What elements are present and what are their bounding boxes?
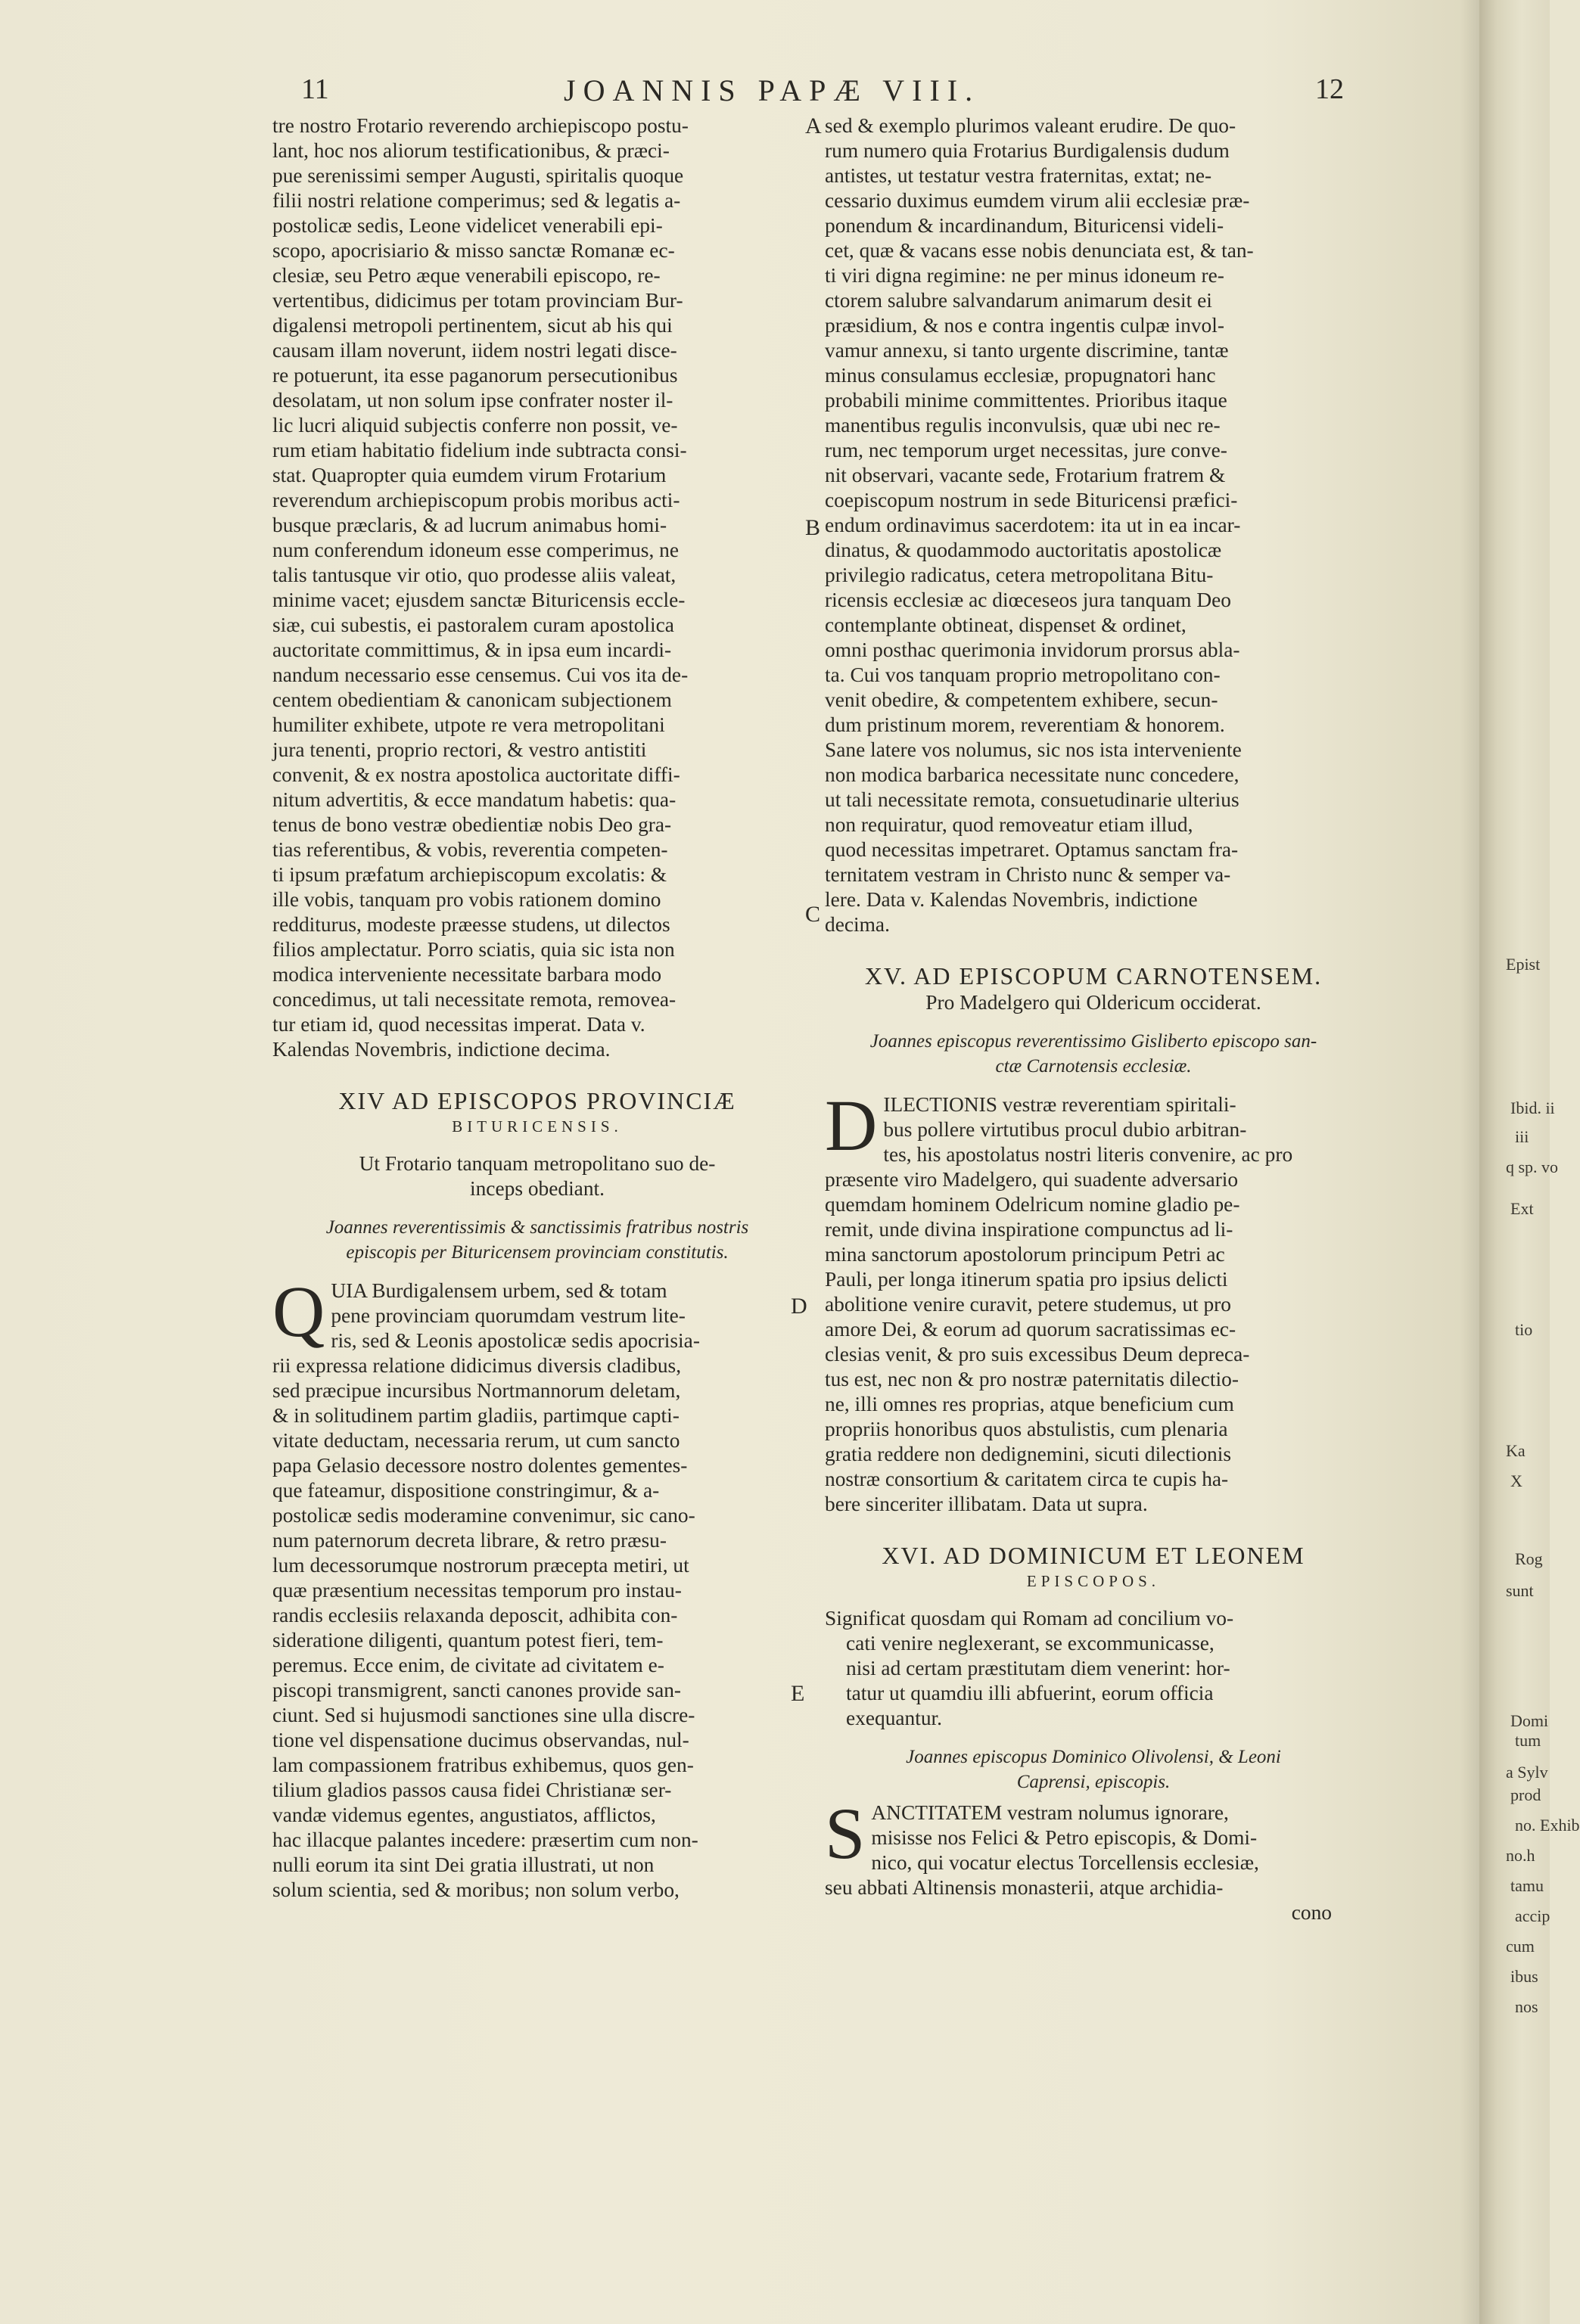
text-line: tias referentibus, & vobis, reverentia competen- — [272, 838, 668, 861]
left-column — [272, 113, 805, 1903]
text-line: humiliter exhibete, utpote re vera metropolitani — [272, 713, 665, 736]
text-line: UIA Burdigalensem urbem, sed & totam — [331, 1279, 667, 1302]
facing-page-fragment: tamu — [1510, 1876, 1544, 1895]
text-line: digalensi metropoli pertinentem, sicut ab his qui — [272, 314, 673, 337]
facing-page-fragment: Ibid. ii — [1510, 1098, 1555, 1117]
text-line: dum pristinum morem, reverentiam & honorem. — [825, 713, 1225, 736]
drop-cap-s: S — [825, 1793, 866, 1874]
facing-page-fragment: no.h — [1506, 1846, 1535, 1865]
text-line: privilegio radicatus, cetera metropolitana Bitu- — [825, 564, 1214, 586]
text-line: auctoritate committimus, & in ipsa eum incardi- — [272, 638, 672, 661]
text-line: ut tali necessitate remota, consuetudinarie ulterius — [825, 788, 1239, 811]
text-line: manentibus regulis inconvulsis, quæ ubi nec re- — [825, 414, 1221, 437]
summary-line: exequantur. — [846, 1707, 943, 1729]
text-line: scopo, apocrisiario & misso sanctæ Romanæ ec- — [272, 239, 675, 262]
text-line: ille vobis, tanquam pro vobis rationem domino — [272, 888, 661, 911]
facing-page-fragment: sunt — [1506, 1581, 1534, 1600]
text-line: reverendum archiepiscopum probis moribus acti- — [272, 489, 680, 511]
text-line: clesias venit, & pro suis excessibus Deum depreca- — [825, 1343, 1250, 1366]
summary-line: tatur ut quamdiu illi abfuerint, eorum officia — [846, 1682, 1214, 1704]
text-line: ponendum & incardinandum, Bituricensi videli- — [825, 214, 1224, 237]
text-line: hac illacque palantes incedere: præsertim cum non- — [272, 1828, 698, 1851]
text-line: non modica barbarica necessitate nunc concedere, — [825, 763, 1239, 786]
text-line: rum etiam habitatio fidelium inde subtracta consi- — [272, 439, 687, 461]
text-line: vandæ videmus egentes, angustiatos, afflictos, — [272, 1804, 656, 1826]
text-line: omni posthac querimonia invidorum prorsus abla- — [825, 638, 1240, 661]
text-line: tione vel dispensatione ducimus observandas, nul- — [272, 1729, 689, 1751]
text-line: coepiscopum nostrum in sede Bituricensi præfici- — [825, 489, 1238, 511]
text-line: nit observari, vacante sede, Frotarium fratrem & — [825, 464, 1226, 486]
facing-page-fragment: tio — [1515, 1320, 1533, 1339]
text-line: amore Dei, & eorum ad quorum sacratissimas ec- — [825, 1318, 1236, 1341]
text-line: bus pollere virtutibus procul dubio arbitran- — [883, 1118, 1247, 1141]
text-line: vitate deductam, necessaria rerum, ut cum sancto — [272, 1429, 680, 1452]
salutation-xv — [825, 1029, 1362, 1079]
text-line: Pauli, per longa itinerum spatia pro ipsius delicti — [825, 1268, 1228, 1291]
facing-page-fragment: cum — [1506, 1937, 1535, 1956]
text-line: venit obedire, & competentem exhibere, secun- — [825, 688, 1218, 711]
text-line: num conferendum idoneum esse comperimus, ne — [272, 539, 680, 561]
section-title-xvi: XVI. AD DOMINICUM ET LEONEM — [882, 1542, 1305, 1569]
section-subtitle-xiv: BITURICENSIS. — [452, 1117, 623, 1136]
text-line: ctorem salubre salvandarum animarum desit ei — [825, 289, 1212, 312]
margin-letter-a: A — [805, 113, 822, 138]
text-line: convenit, & ex nostra apostolica auctoritate diffi- — [272, 763, 680, 786]
drop-cap-q: Q — [272, 1271, 325, 1352]
text-line: bere sinceriter illibatam. Data ut supra. — [825, 1493, 1148, 1515]
text-line: contemplante obtineat, dispenset & ordinet, — [825, 614, 1187, 636]
text-line: nostræ consortium & caritatem circa te cupis ha- — [825, 1468, 1229, 1490]
facing-page-fragment: no. Exhib — [1515, 1816, 1580, 1835]
text-line: num paternorum decreta librare, & retro præsu- — [272, 1529, 667, 1552]
text-line: modica interveniente necessitate barbara modo — [272, 963, 662, 986]
salutation-line: episcopis per Bituricensem provinciam constitutis. — [346, 1242, 729, 1263]
text-line: clesiæ, seu Petro æque venerabili episcopo, re- — [272, 264, 661, 287]
summary-line: cati venire neglexerant, se excommunicasse, — [846, 1632, 1215, 1654]
text-line: lum decessorumque nostrorum præcepta metiri, ut — [272, 1554, 689, 1577]
text-line: minus consulamus ecclesiæ, propugnatori hanc — [825, 364, 1216, 387]
section-title-xiv: XIV AD EPISCOPOS PROVINCIÆ — [338, 1087, 736, 1114]
text-line: cet, quæ & vacans esse nobis denunciata est, & tan- — [825, 239, 1254, 262]
text-line: postolicæ sedis moderamine convenimur, sic cano- — [272, 1504, 695, 1527]
text-line: ne, illi omnes res proprias, atque beneficium cum — [825, 1393, 1234, 1415]
right-text-block — [825, 113, 1362, 937]
section-title-xv: XV. AD EPISCOPUM CARNOTENSEM. — [864, 962, 1323, 990]
text-line: Kalendas Novembris, indictione decima. — [272, 1038, 611, 1061]
letter-body-xv — [825, 1085, 1362, 1517]
section-summary-xv: Pro Madelgero qui Oldericum occiderat. — [925, 991, 1261, 1014]
salutation-line: Joannes episcopus reverentissimo Gisliberto episcopo san- — [869, 1031, 1317, 1052]
text-line: quæ præsentium necessitas temporum pro instau- — [272, 1579, 682, 1602]
text-line: sed & exemplo plurimos valeant erudire. De quo- — [825, 114, 1236, 137]
text-line: ternitatem vestram in Christo nunc & semper va- — [825, 863, 1231, 886]
summary-line: inceps obediant. — [470, 1177, 605, 1200]
text-line: ANCTITATEM vestram nolumus ignorare, — [871, 1801, 1229, 1824]
facing-page-fragment: ibus — [1510, 1967, 1538, 1986]
text-line: centem obedientiam & canonicam subjectionem — [272, 688, 672, 711]
summary-line: nisi ad certam præstitutam diem venerint: hor- — [846, 1657, 1230, 1679]
text-line: nandum necessario esse censemus. Cui vos ita de- — [272, 663, 689, 686]
text-line: ta. Cui vos tanquam proprio metropolitano con- — [825, 663, 1221, 686]
text-line: & in solitudinem partim gladiis, partimque capti- — [272, 1404, 680, 1427]
text-line: præsidium, & nos e contra ingentis culpæ invol- — [825, 314, 1224, 337]
facing-page-fragment: Ka — [1506, 1441, 1526, 1460]
text-line: busque præclaris, & ad lucrum animabus homi- — [272, 514, 667, 536]
text-line: tenus de bono vestræ obedientiæ nobis Deo gra- — [272, 813, 672, 836]
text-line: filios amplectatur. Porro sciatis, quia sic ista non — [272, 938, 675, 961]
text-line: vertentibus, didicimus per totam provinciam Bur- — [272, 289, 683, 312]
text-line: re potuerunt, ita esse paganorum persecutionibus — [272, 364, 678, 387]
summary-line: Significat quosdam qui Romam ad concilium vo- — [825, 1607, 1234, 1630]
text-line: nulli eorum ita sint Dei gratia illustrati, ut non — [272, 1853, 655, 1876]
text-line: causam illam noverunt, iidem nostri legati disce- — [272, 339, 677, 362]
text-line: lant, hoc nos aliorum testificationibus, & præci- — [272, 139, 670, 162]
text-line: solum scientia, sed & moribus; non solum verbo, — [272, 1878, 680, 1901]
text-line: siæ, cui subestis, ei pastoralem curam apostolica — [272, 614, 674, 636]
margin-letter-d: D — [791, 1294, 807, 1319]
text-line: rum numero quia Frotarius Burdigalensis dudum — [825, 139, 1230, 162]
section-summary-xvi — [825, 1606, 1362, 1731]
drop-cap-d: D — [825, 1085, 878, 1166]
text-line: ILECTIONIS vestræ reverentiam spiritali- — [883, 1093, 1236, 1116]
text-line: antistes, ut testatur vestra fraternitas, extat; ne- — [825, 164, 1212, 187]
text-line: mina sanctorum apostolorum principum Petri ac — [825, 1243, 1225, 1266]
text-line: probabili minime committentes. Prioribus itaque — [825, 389, 1227, 412]
facing-page-fragment: q sp. vo — [1506, 1157, 1559, 1176]
section-subtitle-xvi: EPISCOPOS. — [1026, 1572, 1161, 1590]
margin-letter-c: C — [805, 902, 821, 927]
text-line: lam compassionem fratribus exhibemus, quos gen- — [272, 1754, 694, 1776]
text-line: endum ordinavimus sacerdotem: ita ut in ea incar- — [825, 514, 1241, 536]
text-line: peremus. Ecce enim, de civitate ad civitatem e- — [272, 1654, 664, 1676]
text-line: desolatam, ut non solum ipse confrater noster il- — [272, 389, 673, 412]
right-column — [825, 113, 1362, 1925]
text-line: filii nostri relatione comperimus; sed & legatis a- — [272, 189, 681, 212]
text-line: papa Gelasio decessore nostro dolentes gementes- — [272, 1454, 688, 1477]
text-line: propriis honoribus quos abstulistis, cum plenaria — [825, 1418, 1228, 1440]
facing-page-fragment: accip — [1515, 1906, 1550, 1925]
salutation-line: Caprensi, episcopis. — [1016, 1772, 1171, 1792]
salutation-xiv — [272, 1215, 802, 1265]
summary-line: Ut Frotario tanquam metropolitano suo de- — [359, 1152, 716, 1175]
text-line: rii expressa relatione didicimus diversis cladibus, — [272, 1354, 682, 1377]
text-line: concedimus, ut tali necessitate remota, removea- — [272, 988, 676, 1011]
text-line: piscopi transmigrent, sancti canones provide san- — [272, 1679, 682, 1701]
letter-body-xiv — [272, 1271, 805, 1903]
text-line: minime vacet; ejusdem sanctæ Bituricensis eccle- — [272, 589, 686, 611]
text-line: tilium gladios passos causa fidei Christianæ ser- — [272, 1779, 672, 1801]
facing-page-fragment: tum — [1515, 1731, 1541, 1750]
text-line: dinatus, & quodammodo auctoritatis apostolicæ — [825, 539, 1222, 561]
text-line: ris, sed & Leonis apostolicæ sedis apocrisia- — [331, 1329, 700, 1352]
text-line: misisse nos Felici & Petro episcopis, & Domi- — [871, 1826, 1258, 1849]
text-line: tes, his apostolatus nostri literis convenire, ac pro — [883, 1143, 1293, 1166]
text-line: cessario duximus eumdem virum alii ecclesiæ præ- — [825, 189, 1250, 212]
facing-page-fragment: Ext — [1510, 1199, 1534, 1218]
facing-page-fragment: prod — [1510, 1785, 1541, 1804]
text-line: seu abbati Altinensis monasterii, atque archidia- — [825, 1876, 1224, 1899]
text-line: que fateamur, dispositione constringimur, & a- — [272, 1479, 660, 1502]
salutation-line: Joannes reverentissimis & sanctissimis fratribus nostris — [325, 1217, 749, 1238]
facing-page-fragment: a Sylv — [1506, 1763, 1548, 1782]
text-line: tur etiam id, quod necessitas imperat. Data v. — [272, 1013, 645, 1036]
text-line: tre nostro Frotario reverendo archiepiscopo postu- — [272, 114, 689, 137]
text-line: ciunt. Sed si hujusmodi sanctiones sine ulla discre- — [272, 1704, 695, 1726]
text-line: nitum advertitis, & ecce mandatum habetis: qua- — [272, 788, 676, 811]
salutation-xvi — [825, 1745, 1362, 1794]
text-line: talis tantusque vir otio, quo prodesse aliis valeat, — [272, 564, 676, 586]
text-line: quod necessitas impetraret. Optamus sanctam fra- — [825, 838, 1239, 861]
text-line: præsente viro Madelgero, qui suadente adversario — [825, 1168, 1239, 1191]
text-line: vamur annexu, si tanto urgente discrimine, tantæ — [825, 339, 1229, 362]
text-line: pene provinciam quorumdam vestrum lite- — [331, 1304, 686, 1327]
text-line: stat. Quapropter quia eumdem virum Frotarium — [272, 464, 667, 486]
facing-page-fragment: X — [1510, 1471, 1522, 1490]
section-summary-xiv — [272, 1151, 802, 1201]
text-line: abolitione venire curavit, petere studemus, ut pro — [825, 1293, 1231, 1316]
facing-page-fragment: Domi — [1510, 1711, 1549, 1730]
text-line: postolicæ sedis, Leone videlicet venerabili epi- — [272, 214, 663, 237]
page-number-right: 12 — [1315, 73, 1344, 105]
text-line: pue serenissimi semper Augusti, spiritalis quoque — [272, 164, 684, 187]
text-line: remit, unde divina inspiratione compunctus ad li- — [825, 1218, 1233, 1241]
text-line: ti viri digna regimine: ne per minus idoneum re- — [825, 264, 1224, 287]
text-line: Sane latere vos nolumus, sic nos ista interveniente — [825, 738, 1242, 761]
text-line: jura tenenti, proprio rectori, & vestro antistiti — [272, 738, 647, 761]
facing-page-fragment: iii — [1515, 1127, 1529, 1146]
facing-page-fragment: Rog — [1515, 1549, 1543, 1568]
text-line: tus est, nec non & pro nostræ paternitatis dilectio- — [825, 1368, 1239, 1390]
text-line: non requiratur, quod removeatur etiam illud, — [825, 813, 1193, 836]
text-line: redditurus, modeste præesse studens, ut dilectos — [272, 913, 670, 936]
margin-letter-b: B — [805, 515, 821, 540]
text-line: ti ipsum præfatum archiepiscopum excolatis: & — [272, 863, 667, 886]
letter-body-xvi — [825, 1793, 1362, 1900]
text-line: sideratione diligenti, quantum potest fieri, tem- — [272, 1629, 664, 1651]
text-line: lic lucri aliquid subjectis conferre non possit, ve- — [272, 414, 678, 437]
left-text-block — [272, 113, 802, 1062]
running-title: JOANNIS PAPÆ VIII. — [564, 73, 981, 107]
page-number-left: 11 — [301, 73, 329, 105]
text-line: ricensis ecclesiæ ac diœceseos jura tanquam Deo — [825, 589, 1231, 611]
text-line: randis ecclesiis relaxanda deposcit, adhibita con- — [272, 1604, 678, 1626]
margin-letter-e: E — [791, 1681, 805, 1706]
salutation-line: Joannes episcopus Dominico Olivolensi, & Leoni — [906, 1747, 1281, 1767]
facing-page-fragment: Epist — [1506, 955, 1541, 974]
text-line: nico, qui vocatur electus Torcellensis ecclesiæ, — [871, 1851, 1259, 1874]
text-line: quemdam hominem Odelricum nomine gladio pe- — [825, 1193, 1240, 1216]
text-line: rum, nec temporum urget necessitas, jure conve- — [825, 439, 1227, 461]
text-line: gratia reddere non dedignemini, sicuti dilectionis — [825, 1443, 1232, 1465]
text-line: decima. — [825, 913, 890, 936]
catchword: cono — [1291, 1901, 1332, 1924]
facing-page-fragment: nos — [1515, 1997, 1538, 2016]
salutation-line: ctæ Carnotensis ecclesiæ. — [995, 1056, 1192, 1077]
text-line: sed præcipue incursibus Nortmannorum deletam, — [272, 1379, 681, 1402]
text-line: lere. Data v. Kalendas Novembris, indictione — [825, 888, 1198, 911]
